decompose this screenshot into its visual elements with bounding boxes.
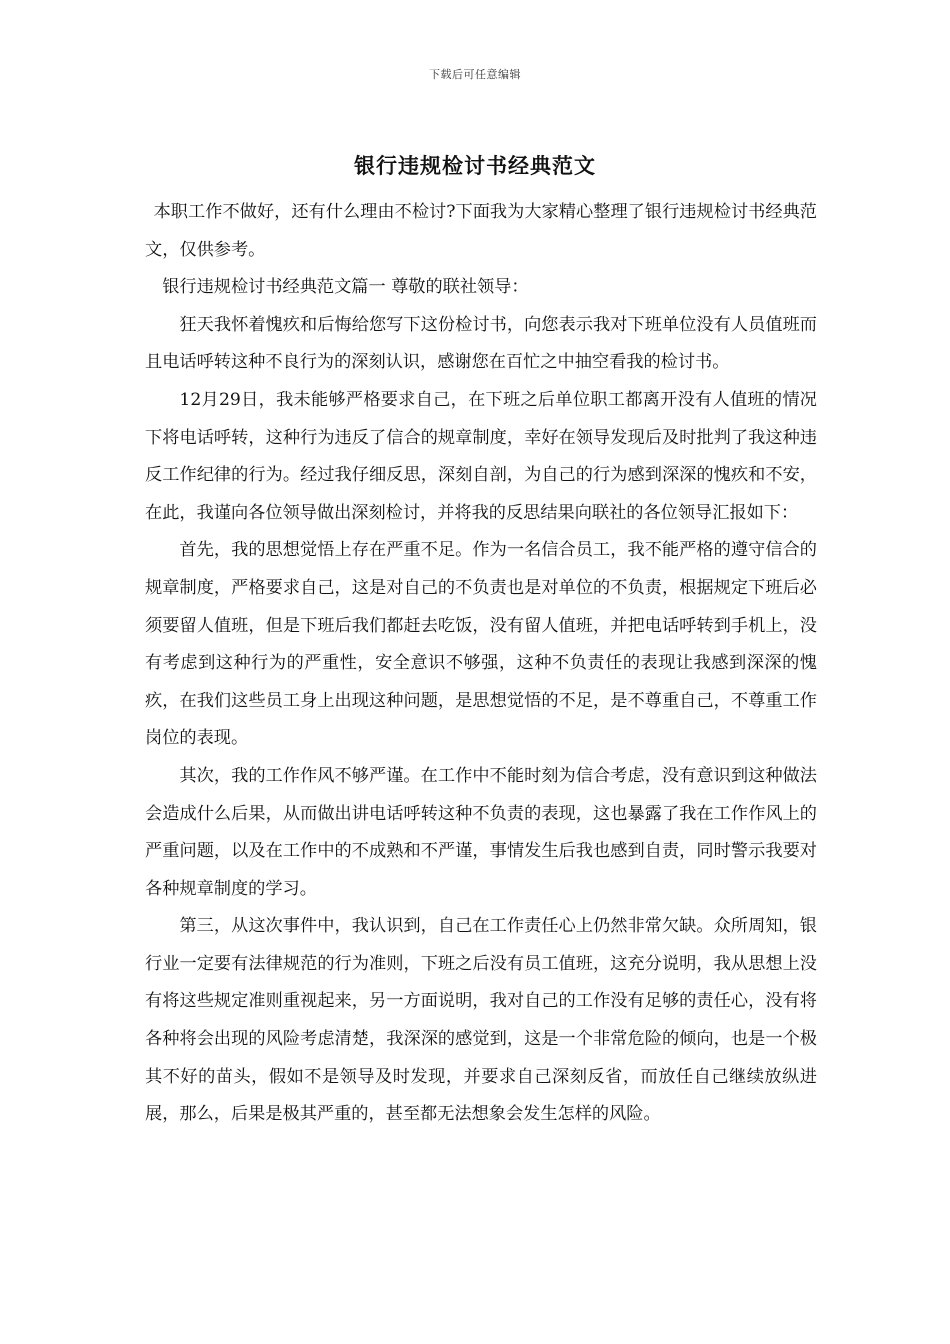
header-note: 下载后可任意编辑 [429, 68, 521, 81]
body-paragraph: 其次，我的工作作风不够严谨。在工作中不能时刻为信合考虑，没有意识到这种做法会造成什么后果，从而做出讲电话呼转这种不负责的表现，这也暴露了我在工作作风上的严重问题，以及在工作中的不成熟和不严谨，事情发生后我也感到自责，同时警示我要对各种规章制度的学习。 [145, 765, 817, 899]
document-body [145, 194, 817, 1134]
body-paragraph: 12月29日，我未能够严格要求自己，在下班之后单位职工都离开没有人值班的情况下将电话呼转，这种行为违反了信合的规章制度，幸好在领导发现后及时批判了我这种违反工作纪律的行为。经过我仔细反思，深刻自剖，为自己的行为感到深深的愧疚和不安，在此，我谨向各位领导做出深刻检讨，并将我的反思结果向联社的各位领导汇报如下： [145, 389, 817, 523]
body-paragraph: 第三，从这次事件中，我认识到，自己在工作责任心上仍然非常欠缺。众所周知，银行业一定要有法律规范的行为准则，下班之后没有员工值班，这充分说明，我从思想上没有将这些规定准则重视起来，另一方面说明，我对自己的工作没有足够的责任心，没有将各种将会出现的风险考虑清楚，我深深的感觉到，这是一个非常危险的倾向，也是一个极其不好的苗头，假如不是领导及时发现，并要求自己深刻反省，而放任自己继续放纵进展，那么，后果是极其严重的，甚至都无法想象会发生怎样的风险。 [145, 916, 817, 1125]
body-paragraph: 首先，我的思想觉悟上存在严重不足。作为一名信合员工，我不能严格的遵守信合的规章制度，严格要求自己，这是对自己的不负责也是对单位的不负责，根据规定下班后必须要留人值班，但是下班后我们都赶去吃饭，没有留人值班，并把电话呼转到手机上，没有考虑到这种行为的严重性，安全意识不够强，这种不负责任的表现让我感到深深的愧疚，在我们这些员工身上出现这种问题，是思想觉悟的不足，是不尊重自己，不尊重工作岗位的表现。 [145, 540, 817, 749]
document-title: 银行违规检讨书经典范文 [354, 153, 596, 178]
body-paragraph: 狂天我怀着愧疚和后悔给您写下这份检讨书，向您表示我对下班单位没有人员值班而且电话呼转这种不良行为的深刻认识，感谢您在百忙之中抽空看我的检讨书。 [145, 314, 817, 373]
intro-paragraph: 本职工作不做好，还有什么理由不检讨?下面我为大家精心整理了银行违规检讨书经典范文，仅供参考。 [145, 202, 817, 260]
section-heading: 银行违规检讨书经典范文篇一 尊敬的联社领导： [162, 277, 529, 298]
